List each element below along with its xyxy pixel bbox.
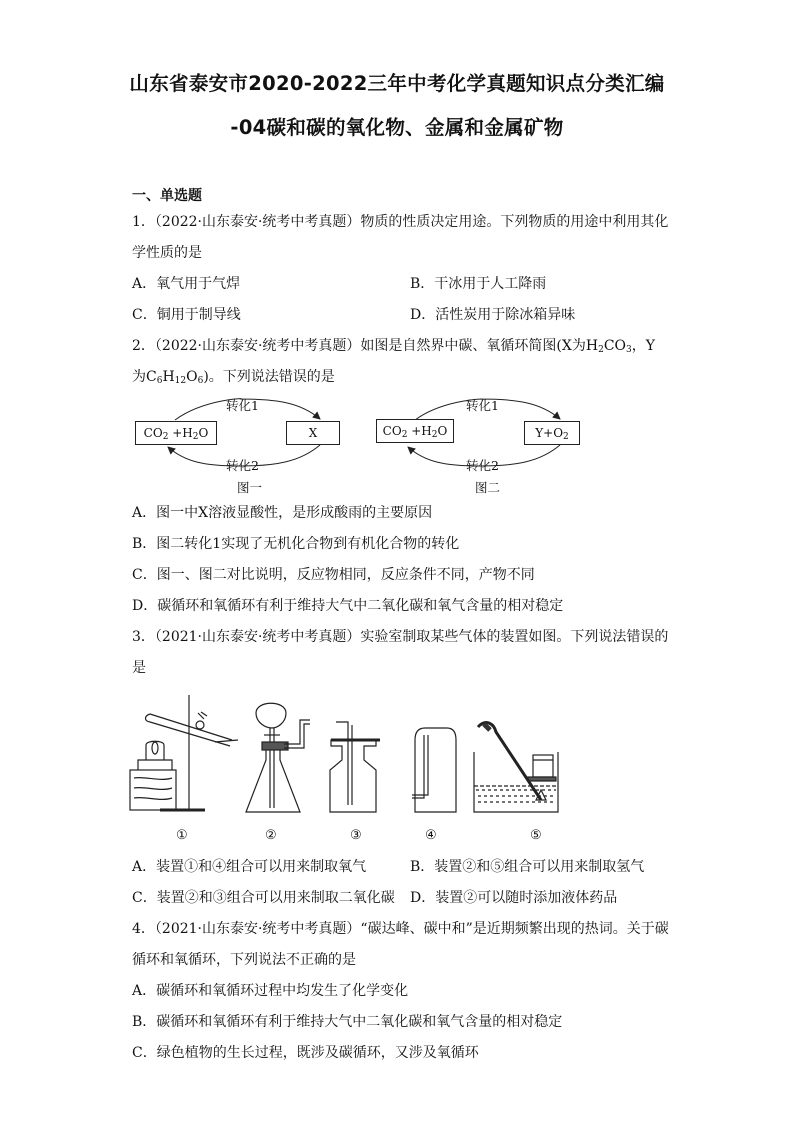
document-title-line1: 山东省泰安市2020-2022三年中考化学真题知识点分类汇编	[129, 72, 665, 95]
q2-option-b: B．图二转化1实现了无机化合物到有机化合物的转化	[132, 536, 460, 552]
fig2-bottom-label: 转化2	[466, 458, 499, 473]
section-heading: 一、单选题	[132, 188, 202, 204]
fig2-right-box: $Y+O_2$	[524, 421, 580, 445]
q2-stem-line1: 2．（2022·山东泰安·统考中考真题）如图是自然界中碳、氧循环简图(X为$H_2CO_3$，Y	[132, 338, 655, 355]
q4-stem-line1: 4．（2021·山东泰安·统考中考真题）“碳达峰、碳中和”是近期频繁出现的热词。关于碳	[132, 921, 669, 937]
q2-stem-line2: 为$C_6H_{12}O_6$)。下列说法错误的是	[132, 369, 335, 386]
q1-option-a: A．氧气用于气焊	[132, 276, 241, 292]
apparatus-label-1: ①	[176, 828, 188, 843]
apparatus-label-4: ④	[425, 828, 437, 843]
q1-stem-line2: 学性质的是	[132, 245, 202, 261]
q1-stem-line1: 1．（2022·山东泰安·统考中考真题）物质的性质决定用途。下列物质的用途中利用其化	[132, 214, 669, 230]
apparatus-label-3: ③	[350, 828, 362, 843]
apparatus-5	[474, 723, 558, 812]
apparatus-4	[412, 728, 456, 812]
q4-option-c: C．绿色植物的生长过程，既涉及碳循环，又涉及氧循环	[132, 1045, 479, 1061]
apparatus-label-2: ②	[265, 828, 277, 843]
q3-option-c: C．装置②和③组合可以用来制取二氧化碳	[132, 890, 395, 906]
apparatus-2	[246, 703, 310, 812]
apparatus-1	[130, 695, 238, 810]
apparatus-3	[330, 722, 380, 812]
q1-option-b: B．干冰用于人工降雨	[410, 276, 547, 292]
fig2-top-label: 转化1	[466, 398, 499, 413]
q4-option-a: A．碳循环和氧循环过程中均发生了化学变化	[132, 983, 409, 999]
q3-stem-line2: 是	[132, 660, 146, 676]
fig2-left-box: $CO_2 +H_2O$	[376, 419, 454, 443]
q3-stem-line1: 3．（2021·山东泰安·统考中考真题）实验室制取某些气体的装置如图。下列说法错误的	[132, 629, 669, 645]
q4-option-b: B．碳循环和氧循环有利于维持大气中二氧化碳和氧气含量的相对稳定	[132, 1014, 563, 1030]
q3-option-a: A．装置①和④组合可以用来制取氧气	[132, 859, 367, 875]
document-title-line2: -04碳和碳的氧化物、金属和金属矿物	[230, 116, 564, 139]
fig1-right-box: X	[286, 421, 340, 445]
apparatus-label-5: ⑤	[530, 828, 542, 843]
fig1-left-box: $CO_2 +H_2O$	[135, 421, 217, 445]
q3-option-d: D．装置②可以随时添加液体药品	[410, 890, 618, 906]
fig1-top-label: 转化1	[226, 398, 259, 413]
q1-option-d: D．活性炭用于除冰箱异味	[410, 307, 576, 323]
fig1-bottom-label: 转化2	[226, 458, 259, 473]
q2-option-d: D．碳循环和氧循环有利于维持大气中二氧化碳和氧气含量的相对稳定	[132, 598, 564, 614]
q4-stem-line2: 循环和氧循环，下列说法不正确的是	[132, 952, 356, 968]
q3-option-b: B．装置②和⑤组合可以用来制取氢气	[410, 859, 645, 875]
fig2-caption: 图二	[475, 480, 501, 495]
q2-option-a: A．图一中X溶液显酸性，是形成酸雨的主要原因	[132, 505, 433, 521]
q2-option-c: C．图一、图二对比说明，反应物相同，反应条件不同，产物不同	[132, 567, 535, 583]
q1-option-c: C．铜用于制导线	[132, 307, 241, 323]
fig1-caption: 图一	[237, 480, 263, 495]
